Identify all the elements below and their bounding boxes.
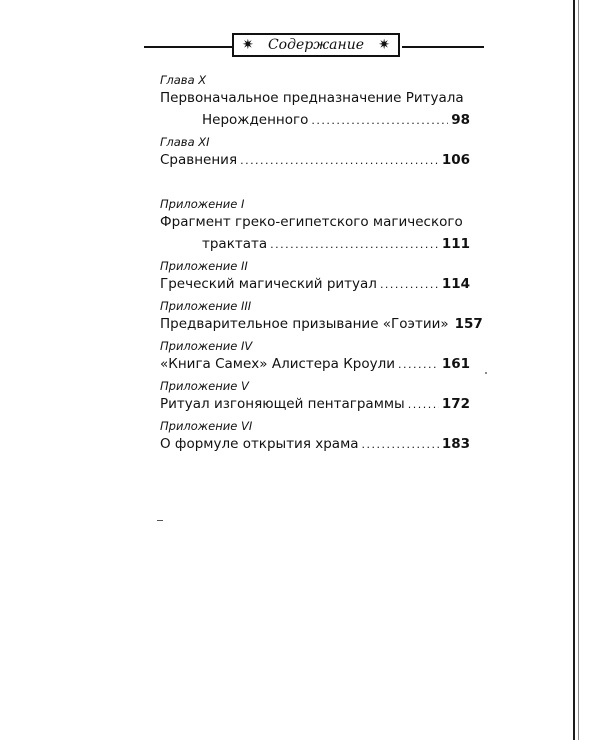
page-number: 106 bbox=[441, 152, 470, 168]
dot-leader bbox=[380, 274, 439, 296]
toc-entry-title: «Книга Самех» Алистера Кроули bbox=[160, 356, 395, 372]
dot-leader bbox=[362, 434, 439, 456]
toc-entry-title: Предварительное призывание «Гоэтии» bbox=[160, 316, 449, 332]
appendix-label: Приложение III bbox=[160, 299, 252, 313]
page-number: 157 bbox=[454, 316, 483, 332]
page-edge-shadow bbox=[578, 0, 579, 740]
toc-entry bbox=[160, 393, 470, 416]
contents-header bbox=[144, 33, 484, 61]
page-title: Содержание bbox=[267, 37, 365, 53]
dot-leader bbox=[408, 394, 439, 416]
toc-entry-title: Ритуал изгоняющей пентаграммы bbox=[160, 396, 405, 412]
header-box bbox=[232, 33, 400, 57]
toc-entry-title: Нерожденного bbox=[202, 112, 309, 128]
section-spacer bbox=[160, 172, 470, 194]
page-number: 111 bbox=[441, 236, 470, 252]
page-number: 98 bbox=[451, 112, 470, 128]
page-number: 114 bbox=[441, 276, 470, 292]
toc-entry bbox=[160, 233, 470, 256]
toc-entry bbox=[160, 149, 470, 172]
toc-entry-title: трактата bbox=[202, 236, 268, 252]
appendix-label: Приложение IV bbox=[160, 339, 253, 353]
chapter-label: Глава XI bbox=[160, 135, 210, 149]
appendix-label: Приложение V bbox=[160, 379, 249, 393]
ornament-star-icon: ✷ bbox=[378, 37, 390, 53]
header-rule-left bbox=[144, 46, 232, 48]
toc-entry bbox=[160, 313, 483, 336]
chapter-label: Глава X bbox=[160, 73, 207, 87]
dot-leader bbox=[240, 150, 439, 172]
page-edge-line bbox=[573, 0, 575, 740]
appendix-label: Приложение II bbox=[160, 259, 248, 273]
toc-entry-title: Первоначальное предназначение Ритуала bbox=[160, 90, 464, 106]
page-number: 161 bbox=[441, 356, 470, 372]
margin-mark bbox=[157, 520, 163, 521]
dot-leader bbox=[398, 354, 439, 376]
appendix-label: Приложение I bbox=[160, 197, 245, 211]
toc-entry-title: Фрагмент греко-египетского магического bbox=[160, 214, 463, 230]
dot-leader bbox=[270, 234, 439, 256]
toc-entry bbox=[160, 353, 470, 376]
table-of-contents bbox=[160, 70, 483, 456]
toc-entry bbox=[160, 433, 470, 456]
toc-entry bbox=[160, 273, 470, 296]
dot-leader bbox=[311, 110, 448, 132]
appendix-label: Приложение VI bbox=[160, 419, 253, 433]
header-rule-right bbox=[402, 46, 484, 48]
toc-entry-title: О формуле открытия храма bbox=[160, 436, 359, 452]
toc-entry-title: Греческий магический ритуал bbox=[160, 276, 377, 292]
page-number: 183 bbox=[441, 436, 470, 452]
scan-speck bbox=[485, 372, 487, 374]
toc-entry bbox=[160, 109, 470, 132]
page-number: 172 bbox=[441, 396, 470, 412]
ornament-star-icon: ✷ bbox=[242, 37, 254, 53]
toc-entry-title: Сравнения bbox=[160, 152, 238, 168]
